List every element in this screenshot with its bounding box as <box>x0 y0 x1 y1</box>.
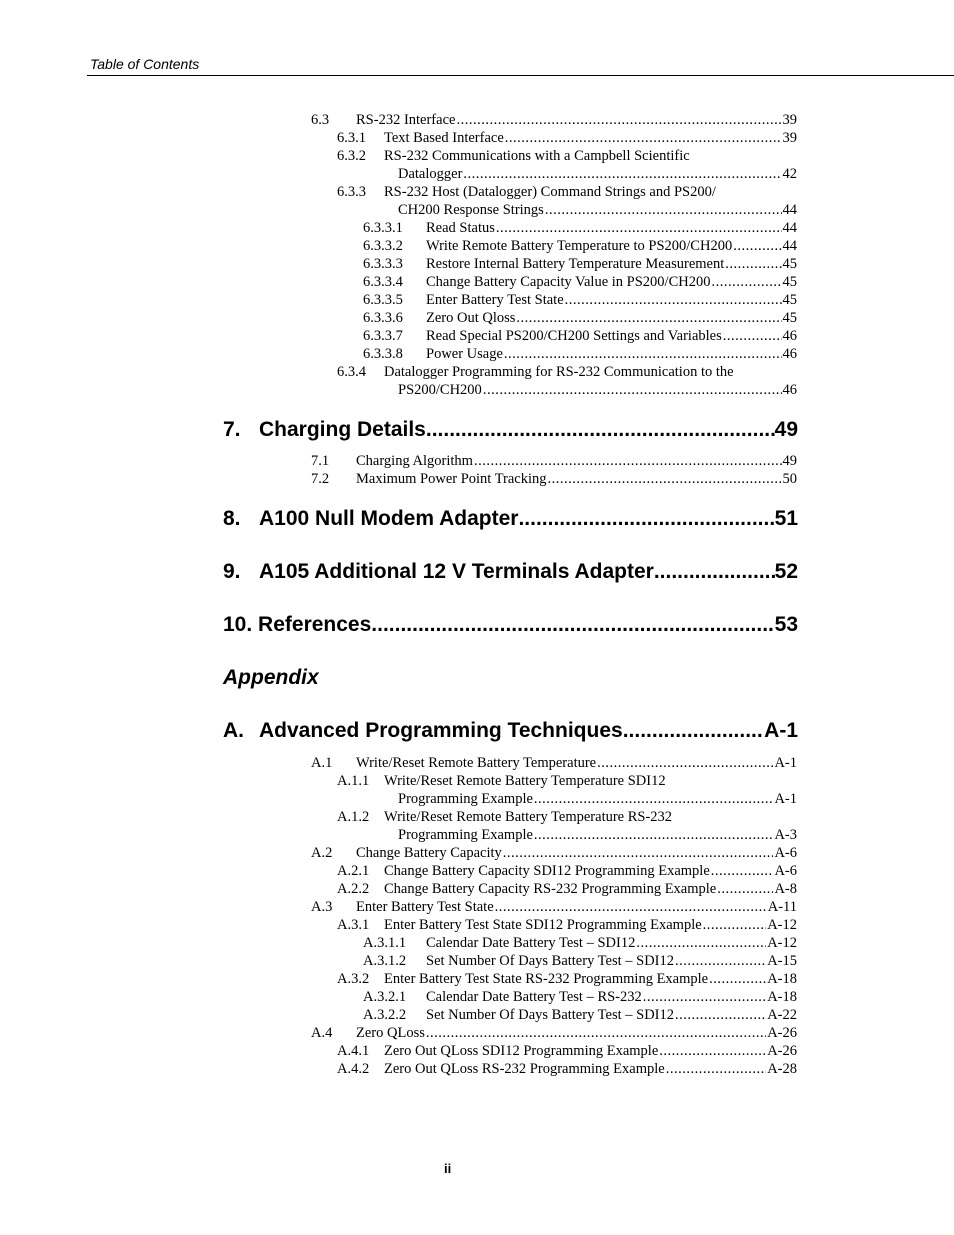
toc-chapter-10[interactable] <box>223 612 798 638</box>
toc-entry[interactable] <box>311 844 797 862</box>
entry-page: A-26 <box>767 1025 797 1041</box>
dot-leader <box>518 506 774 532</box>
entry-title: Write/Reset Remote Battery Temperature <box>356 755 597 771</box>
entry-page: 50 <box>782 471 797 487</box>
dot-leader <box>503 844 774 862</box>
chapter-title: A105 Additional 12 V Terminals Adapter <box>259 560 654 583</box>
toc-entry[interactable] <box>398 826 797 844</box>
dot-leader <box>545 201 782 219</box>
chapter-number: 9. <box>223 560 241 583</box>
entry-title: Change Battery Capacity RS-232 Programming Example <box>384 881 717 897</box>
entry-title: RS-232 Communications with a Campbell Scientific <box>384 148 690 164</box>
toc-entry[interactable] <box>337 363 797 381</box>
toc-entry[interactable] <box>363 934 797 952</box>
dot-leader <box>496 219 782 237</box>
entry-page: A-1 <box>774 755 797 771</box>
dot-leader <box>723 327 782 345</box>
chapter-number: 8. <box>223 507 241 530</box>
entry-title: Datalogger <box>398 166 463 182</box>
dot-leader <box>623 718 764 744</box>
toc-entry[interactable] <box>363 219 797 237</box>
entry-title: PS200/CH200 <box>398 382 482 398</box>
toc-entry[interactable] <box>398 165 797 183</box>
toc-entry[interactable] <box>337 1042 797 1060</box>
entry-number: 7.2 <box>311 471 330 487</box>
entry-number: 6.3.3.3 <box>363 256 403 272</box>
entry-title: CH200 Response Strings <box>398 202 544 218</box>
toc-entry[interactable] <box>337 772 797 790</box>
entry-title: Read Status <box>426 220 495 236</box>
entry-page: A-22 <box>767 1007 797 1023</box>
entry-number: 6.3 <box>311 112 330 128</box>
entry-number: A.3.1.1 <box>363 935 407 951</box>
entry-page: 49 <box>782 453 797 469</box>
dot-leader <box>505 129 782 147</box>
entry-number: A.3.2.1 <box>363 989 407 1005</box>
entry-title: Enter Battery Test State <box>356 899 494 915</box>
entry-number: A.4.1 <box>337 1043 370 1059</box>
dot-leader <box>463 165 781 183</box>
chapter-title: Charging Details <box>259 418 426 441</box>
chapter-title: A100 Null Modem Adapter <box>259 507 519 530</box>
entry-title: RS-232 Host (Datalogger) Command Strings and PS200/ <box>384 184 716 200</box>
entry-page: A-18 <box>767 971 797 987</box>
entry-number: A.4 <box>311 1025 333 1041</box>
entry-number: A.2.2 <box>337 881 370 897</box>
dot-leader <box>456 111 781 129</box>
dot-leader <box>474 452 782 470</box>
entry-title: Programming Example <box>398 827 533 843</box>
entry-page: A-11 <box>767 899 797 915</box>
toc-entry[interactable] <box>337 129 797 147</box>
entry-number: 6.3.3.2 <box>363 238 403 254</box>
dot-leader <box>659 1042 766 1060</box>
entry-page: 39 <box>782 130 797 146</box>
header-rule <box>87 75 954 76</box>
toc-entry[interactable] <box>363 255 797 273</box>
toc-entry[interactable] <box>398 201 797 219</box>
entry-page: A-12 <box>767 935 797 951</box>
chapter-page: 53 <box>774 613 798 636</box>
chapter-page: 51 <box>774 507 798 530</box>
chapter-page: A-1 <box>764 719 798 742</box>
appendix-heading: Appendix <box>223 666 319 689</box>
entry-number: A.2 <box>311 845 333 861</box>
dot-leader <box>483 381 782 399</box>
entry-page: A-6 <box>774 863 797 879</box>
toc-entry[interactable] <box>337 880 797 898</box>
entry-title: Zero Out QLoss RS-232 Programming Example <box>384 1061 665 1077</box>
toc-entry[interactable] <box>363 273 797 291</box>
toc-entry[interactable] <box>337 183 797 201</box>
chapter-title-text: References <box>258 613 372 636</box>
entry-page: 45 <box>782 256 797 272</box>
entry-page: 44 <box>782 238 797 254</box>
toc-entry[interactable] <box>363 291 797 309</box>
toc-chapter-9[interactable] <box>223 559 798 585</box>
entry-title: Enter Battery Test State RS-232 Programming Example <box>384 971 709 987</box>
dot-leader <box>371 612 774 638</box>
entry-number: A.3.2.2 <box>363 1007 407 1023</box>
chapter-number: 7. <box>223 418 241 441</box>
entry-title: Enter Battery Test State <box>426 292 564 308</box>
entry-page: A-18 <box>767 989 797 1005</box>
entry-number: A.1.1 <box>337 773 370 789</box>
dot-leader <box>717 880 773 898</box>
toc-entry[interactable] <box>398 790 797 808</box>
entry-title: Change Battery Capacity <box>356 845 502 861</box>
running-header: Table of Contents <box>90 56 200 72</box>
chapter-title: Advanced Programming Techniques <box>259 719 623 742</box>
toc-chapter-7[interactable] <box>223 417 798 443</box>
entry-title: Read Special PS200/CH200 Settings and Variables <box>426 328 722 344</box>
dot-leader <box>733 237 781 255</box>
entry-number: 6.3.4 <box>337 364 366 380</box>
entry-number: 6.3.2 <box>337 148 366 164</box>
toc-appendix-a[interactable] <box>223 718 798 744</box>
entry-page: A-15 <box>767 953 797 969</box>
dot-leader <box>495 898 767 916</box>
toc-entry[interactable] <box>363 952 797 970</box>
entry-page: A-8 <box>774 881 797 897</box>
toc-entry[interactable] <box>363 309 797 327</box>
entry-number: 6.3.3 <box>337 184 366 200</box>
dot-leader <box>426 1024 766 1042</box>
toc-entry[interactable] <box>363 988 797 1006</box>
toc-chapter-8[interactable] <box>223 506 798 532</box>
entry-title: Zero Out QLoss SDI12 Programming Example <box>384 1043 659 1059</box>
entry-title: Change Battery Capacity SDI12 Programming Example <box>384 863 710 879</box>
entry-number: 6.3.3.8 <box>363 346 403 362</box>
dot-leader <box>675 1006 766 1024</box>
dot-leader <box>654 559 775 585</box>
entry-number: 6.3.1 <box>337 130 366 146</box>
entry-title: Write/Reset Remote Battery Temperature RS-232 <box>384 809 673 825</box>
toc-entry[interactable] <box>363 1006 797 1024</box>
chapter-page: 52 <box>774 560 798 583</box>
chapter-number: 10. <box>223 613 253 636</box>
toc-entry[interactable] <box>311 754 797 772</box>
entry-number: A.3 <box>311 899 333 915</box>
chapter-page: 49 <box>774 418 798 441</box>
entry-title: Text Based Interface <box>384 130 504 146</box>
entry-number: A.3.2 <box>337 971 370 987</box>
toc-entry[interactable] <box>337 970 797 988</box>
entry-page: 46 <box>782 328 797 344</box>
entry-title: Programming Example <box>398 791 533 807</box>
entry-number: A.2.1 <box>337 863 370 879</box>
dot-leader <box>643 988 766 1006</box>
entry-number: 6.3.3.4 <box>363 274 403 290</box>
entry-number: 6.3.3.6 <box>363 310 403 326</box>
dot-leader <box>709 970 766 988</box>
toc-entry[interactable] <box>363 345 797 363</box>
entry-title: Calendar Date Battery Test – RS-232 <box>426 989 642 1005</box>
dot-leader <box>711 862 774 880</box>
entry-title: Set Number Of Days Battery Test – SDI12 <box>426 953 675 969</box>
dot-leader <box>516 309 781 327</box>
entry-page: 39 <box>782 112 797 128</box>
entry-page: 45 <box>782 292 797 308</box>
entry-title: Zero Out Qloss <box>426 310 516 326</box>
entry-title: Restore Internal Battery Temperature Measurement <box>426 256 725 272</box>
toc-entry[interactable] <box>337 916 797 934</box>
entry-title: Write/Reset Remote Battery Temperature SDI12 <box>384 773 666 789</box>
toc-entry[interactable] <box>311 111 797 129</box>
entry-title: Calendar Date Battery Test – SDI12 <box>426 935 636 951</box>
toc-entry[interactable] <box>337 862 797 880</box>
entry-title: RS-232 Interface <box>356 112 456 128</box>
chapter-number: A. <box>223 719 244 742</box>
entry-page: 42 <box>782 166 797 182</box>
toc-entry[interactable] <box>311 470 797 488</box>
toc-entry[interactable] <box>363 327 797 345</box>
dot-leader <box>548 470 782 488</box>
dot-leader <box>666 1060 766 1078</box>
toc-entry[interactable] <box>337 147 797 165</box>
dot-leader <box>711 273 781 291</box>
toc-entry[interactable] <box>311 452 797 470</box>
dot-leader <box>534 790 774 808</box>
entry-page: 44 <box>782 202 797 218</box>
entry-title: Power Usage <box>426 346 503 362</box>
entry-page: A-3 <box>774 827 797 843</box>
entry-number: A.3.1.2 <box>363 953 407 969</box>
entry-page: A-12 <box>767 917 797 933</box>
dot-leader <box>703 916 767 934</box>
dot-leader <box>725 255 781 273</box>
dot-leader <box>636 934 766 952</box>
entry-page: 44 <box>782 220 797 236</box>
entry-page: 46 <box>782 346 797 362</box>
dot-leader <box>534 826 774 844</box>
dot-leader <box>597 754 773 772</box>
entry-number: A.1 <box>311 755 333 771</box>
entry-number: A.1.2 <box>337 809 370 825</box>
entry-page: A-28 <box>767 1061 797 1077</box>
entry-title: Datalogger Programming for RS-232 Communication to the <box>384 364 734 380</box>
entry-number: A.4.2 <box>337 1061 370 1077</box>
entry-number: 6.3.3.5 <box>363 292 403 308</box>
entry-page: 45 <box>782 274 797 290</box>
toc-entry[interactable] <box>311 898 797 916</box>
entry-number: 7.1 <box>311 453 330 469</box>
entry-page: 45 <box>782 310 797 326</box>
toc-entry[interactable] <box>363 237 797 255</box>
dot-leader <box>426 417 775 443</box>
entry-title: Enter Battery Test State SDI12 Programming Example <box>384 917 702 933</box>
entry-number: 6.3.3.1 <box>363 220 403 236</box>
entry-title: Maximum Power Point Tracking <box>356 471 547 487</box>
toc-entry[interactable] <box>337 808 797 826</box>
entry-title: Zero QLoss <box>356 1025 425 1041</box>
entry-number: 6.3.3.7 <box>363 328 403 344</box>
dot-leader <box>565 291 782 309</box>
entry-title: Charging Algorithm <box>356 453 473 469</box>
entry-title: Change Battery Capacity Value in PS200/CH200 <box>426 274 711 290</box>
entry-page: 46 <box>782 382 797 398</box>
entry-title: Set Number Of Days Battery Test – SDI12 <box>426 1007 675 1023</box>
entry-page: A-26 <box>767 1043 797 1059</box>
dot-leader <box>675 952 766 970</box>
page-number: ii <box>444 1161 452 1176</box>
dot-leader <box>504 345 782 363</box>
toc-entry[interactable] <box>337 1060 797 1078</box>
entry-page: A-6 <box>774 845 797 861</box>
entry-page: A-1 <box>774 791 797 807</box>
entry-title: Write Remote Battery Temperature to PS200/CH200 <box>426 238 733 254</box>
toc-entry[interactable] <box>311 1024 797 1042</box>
entry-number: A.3.1 <box>337 917 370 933</box>
toc-entry[interactable] <box>398 381 797 399</box>
chapter-title <box>223 612 371 638</box>
